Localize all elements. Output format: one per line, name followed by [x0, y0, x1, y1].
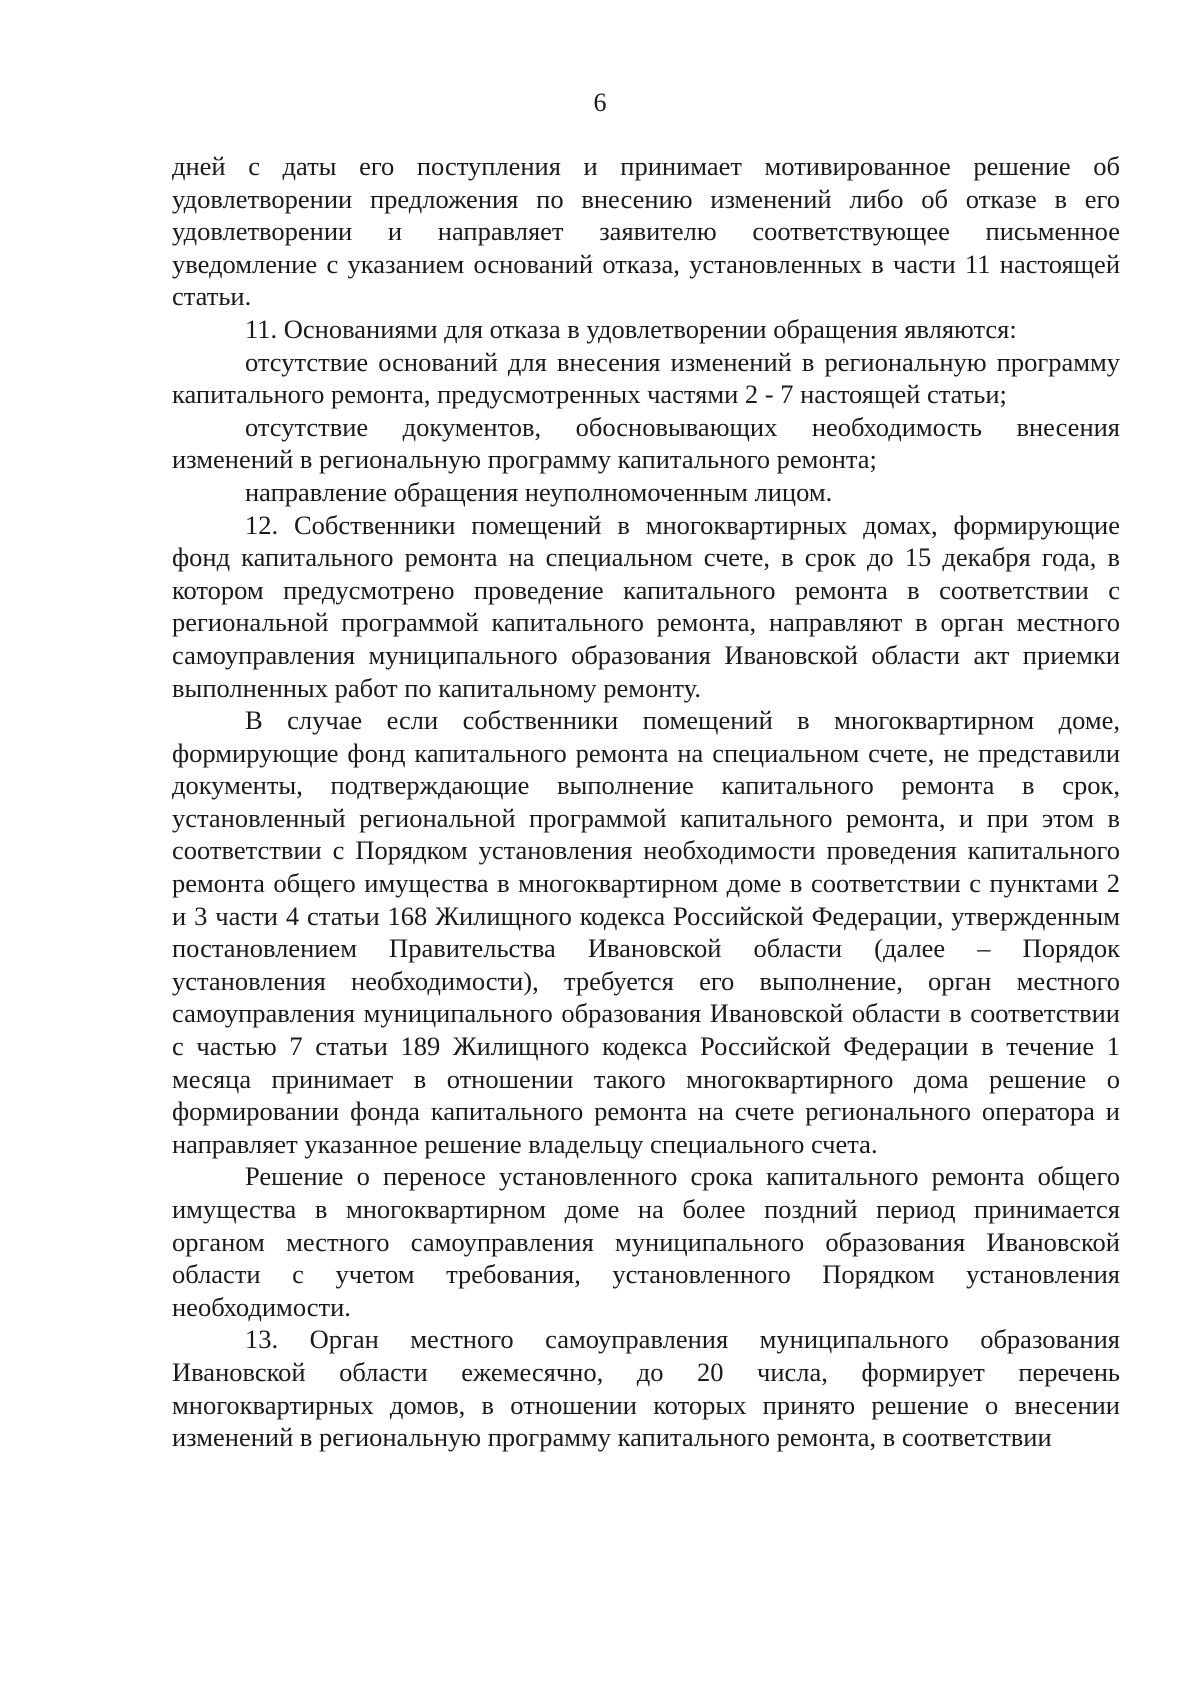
- paragraph-item-13: 13. Орган местного самоуправления муниципального образования Ивановской области ежемесячно, до 20 числа, формирует перечень многоквартирных домов, в отношении которых принято решение о внесении изменений в региональную программу капитального ремонта, в соответствии: [172, 1324, 1120, 1453]
- paragraph-item-12-case: В случае если собственники помещений в многоквартирном доме, формирующие фонд капитального ремонта на специальном счете, не представили документы, подтверждающие выполнение капитального ремонта в срок, установленный региональной программой капитального ремонта, и при этом в соответствии с Порядком установления необходимости проведения капитального ремонта общего имущества в многоквартирном доме в соответствии с пунктами 2 и 3 части 4 статьи 168 Жилищного кодекса Российской Федерации, утвержденным постановлением Правительства Ивановской области (далее – Порядок установления необходимости), требуется его выполнение, орган местного самоуправления муниципального образования Ивановской области в соответствии с частью 7 статьи 189 Жилищного кодекса Российской Федерации в течение 1 месяца принимает в отношении такого многоквартирного дома решение о формировании фонда капитального ремонта на счете регионального оператора и направляет указанное решение владельцу специального счета.: [172, 705, 1120, 1159]
- paragraph-continuation: дней с даты его поступления и принимает мотивированное решение об удовлетворении предложения по внесению изменений либо об отказе в его удовлетворении и направляет заявителю соответствующее письменное уведомление с указанием оснований отказа, установленных в части 11 настоящей статьи.: [172, 151, 1120, 312]
- paragraph-item-11: 11. Основаниями для отказа в удовлетворении обращения являются:: [245, 313, 1017, 344]
- document-body: [172, 150, 1120, 1454]
- paragraph-item-12-postpone: Решение о переносе установленного срока капитального ремонта общего имущества в многоквартирном доме на более поздний период принимается органом местного самоуправления муниципального образования Ивановской области с учетом требования, установленного Порядком установления необходимости.: [172, 1161, 1120, 1322]
- paragraph-ground-3: направление обращения неуполномоченным лицом.: [245, 476, 833, 507]
- page-number: 6: [593, 88, 607, 117]
- paragraph-ground-1: отсутствие оснований для внесения изменений в региональную программу капитального ремонта, предусмотренных частями 2 - 7 настоящей статьи;: [172, 346, 1120, 410]
- paragraph-ground-2: отсутствие документов, обосновывающих необходимость внесения изменений в региональную программу капитального ремонта;: [172, 411, 1120, 475]
- paragraph-item-12: 12. Собственники помещений в многоквартирных домах, формирующие фонд капитального ремонта на специальном счете, в срок до 15 декабря года, в котором предусмотрено проведение капитального ремонта в соответствии с региональной программой капитального ремонта, направляют в орган местного самоуправления муниципального образования Ивановской области акт приемки выполненных работ по капитальному ремонту.: [172, 509, 1120, 703]
